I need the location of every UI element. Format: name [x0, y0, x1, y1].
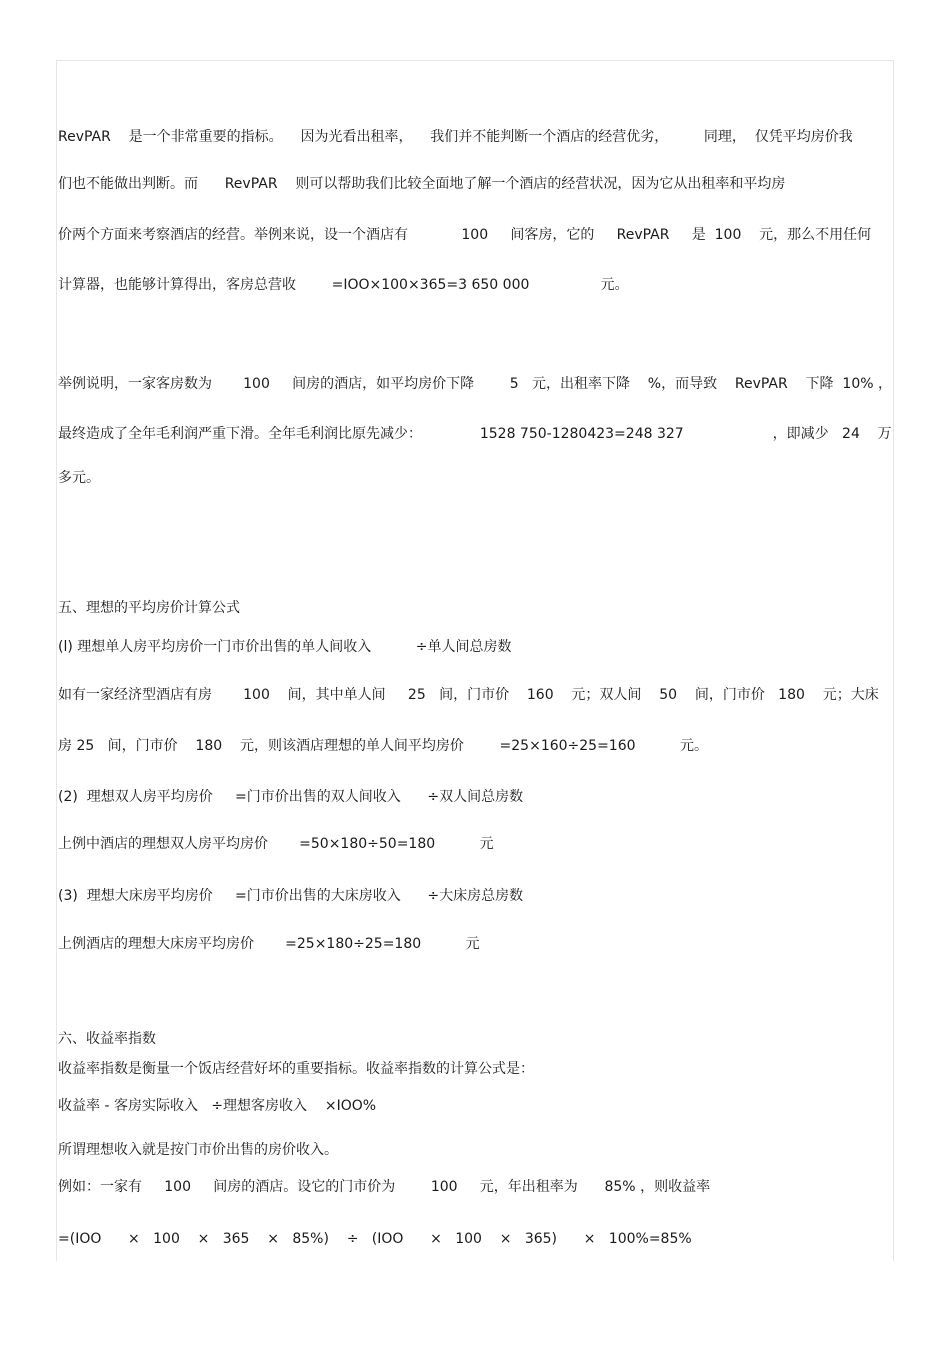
example-king-room: 上例酒店的理想大床房平均房价 =25×180÷25=180 元 — [58, 936, 480, 952]
paragraph1-line2: 们也不能做出判断。而 RevPAR 则可以帮助我们比较全面地了解一个酒店的经营状况，因为它从出租率和平均房 — [58, 176, 786, 192]
section6-title: 六、收益率指数 — [58, 1031, 156, 1047]
example-double-room: 上例中酒店的理想双人房平均房价 =50×180÷50=180 元 — [58, 836, 494, 852]
example-single-room-line1: 如有一家经济型酒店有房 100 间，其中单人间 25 间，门市价 160 元；双人间 50 间，门市价 180 元；大床 — [58, 687, 879, 703]
yield-example: 例如：一家有 100 间房的酒店。设它的门市价为 100 元，年出租率为 85% ，则收益率 — [58, 1179, 711, 1195]
section5-title: 五、理想的平均房价计算公式 — [58, 600, 240, 616]
ideal-revenue-note: 所谓理想收入就是按门市价出售的房价收入。 — [58, 1142, 338, 1158]
paragraph2-line3: 多元。 — [58, 470, 100, 486]
example-single-room-line2: 房 25 间，门市价 180 元，则该酒店理想的单人间平均房价 =25×160÷25=160 元。 — [58, 738, 709, 754]
paragraph1-line1: RevPAR 是一个非常重要的指标。 因为光看出租率， 我们并不能判断一个酒店的经营优劣， 同理， 仅凭平均房价我 — [58, 129, 853, 145]
formula-double-room: (2) 理想双人房平均房价 =门市价出售的双人间收入 ÷双人间总房数 — [58, 789, 524, 805]
paragraph1-line3: 价两个方面来考察酒店的经营。举例来说，设一个酒店有 100 间客房，它的 RevPAR 是 100 元，那么不用任何 — [58, 227, 872, 243]
paragraph2-line2: 最终造成了全年毛利润严重下滑。全年毛利润比原先减少： 1528 750-1280423=248 327 ，即减少 24 万 — [58, 426, 892, 442]
yield-index-intro: 收益率指数是衡量一个饭店经营好坏的重要指标。收益率指数的计算公式是： — [58, 1061, 534, 1077]
yield-index-formula: 收益率 - 客房实际收入 ÷理想客房收入 ×IOO% — [58, 1098, 377, 1114]
formula-king-room: (3) 理想大床房平均房价 =门市价出售的大床房收入 ÷大床房总房数 — [58, 888, 524, 904]
paragraph1-line4: 计算器，也能够计算得出，客房总营收 =IOO×100×365=3 650 000 元。 — [58, 277, 629, 293]
yield-calculation: =(IOO × 100 × 365 × 85%) ÷ (IOO × 100 × 365) × 100%=85% — [58, 1231, 692, 1247]
formula-single-room: (l) 理想单人房平均房价一门市价出售的单人间收入 ÷单人间总房数 — [58, 639, 512, 655]
paragraph2-line1: 举例说明，一家客房数为 100 间房的酒店，如平均房价下降 5 元，出租率下降 %，而导致 RevPAR 下降 10% ， — [58, 376, 893, 392]
